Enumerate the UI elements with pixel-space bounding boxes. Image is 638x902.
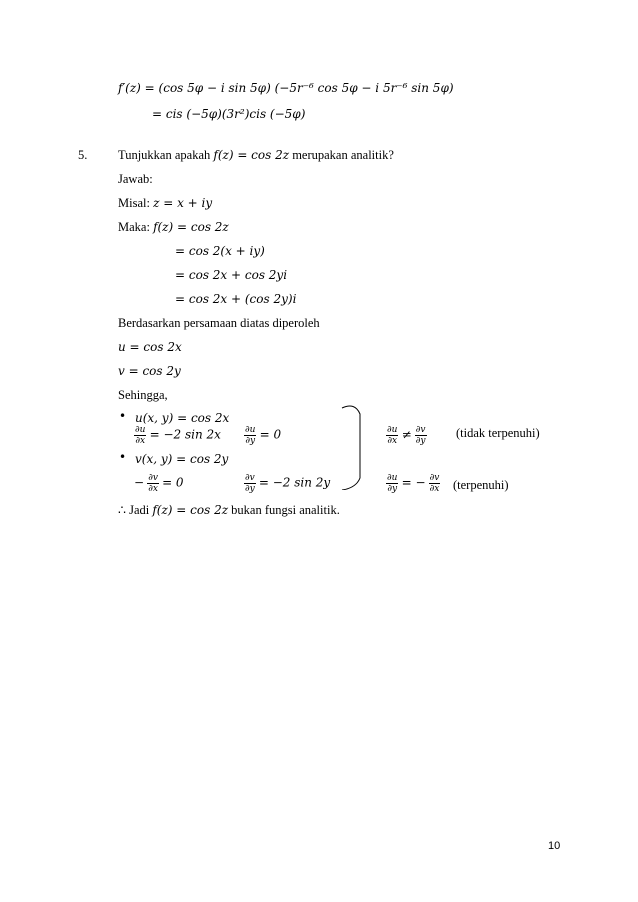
status-not-fulfilled: (tidak terpenuhi): [456, 426, 540, 440]
cauchy-riemann-2: $\frac{\partial u}{\partial y}$ = − $\frac{\partial v}{\partial x}$: [387, 473, 440, 494]
partial-u-y: $\frac{\partial u}{\partial y}$ = 0: [245, 425, 282, 446]
cauchy-riemann-1: $\frac{\partial u}{\partial x}$ ≠ $\frac{\partial v}{\partial y}$: [387, 425, 426, 446]
status-fulfilled: (terpenuhi): [453, 478, 509, 492]
maka-line: Maka: f(z) = cos 2z: [118, 220, 229, 234]
misal-line: Misal: z = x + iy: [118, 196, 213, 210]
derived-text: Berdasarkan persamaan diatas diperoleh: [118, 316, 320, 330]
derivative-line-2: = cis (−5φ)(3r²)cis (−5φ): [152, 107, 306, 121]
u-equation: u = cos 2x: [118, 340, 182, 354]
u-function: u(x, y) = cos 2x: [135, 411, 230, 425]
step-2: = cos 2x + cos 2yi: [175, 268, 288, 282]
v-function: v(x, y) = cos 2y: [135, 452, 229, 466]
derivative-line-1: f′(z) = (cos 5φ − i sin 5φ) (−5r⁻⁶ cos 5φ − i 5r⁻⁶ sin 5φ): [118, 81, 454, 95]
v-equation: v = cos 2y: [118, 364, 181, 378]
partial-v-y: $\frac{\partial v}{\partial y}$ = −2 sin 2y: [245, 473, 331, 494]
bullet-icon: •: [119, 450, 127, 464]
answer-label: Jawab:: [118, 172, 153, 186]
step-3: = cos 2x + (cos 2y)i: [175, 292, 297, 306]
partial-u-x: $\frac{\partial u}{\partial x}$ = −2 sin 2x: [135, 425, 221, 446]
step-1: = cos 2(x + iy): [175, 244, 265, 258]
problem-number: 5.: [78, 148, 88, 162]
bullet-icon: •: [119, 409, 127, 423]
sehingga-label: Sehingga,: [118, 388, 168, 402]
problem-question: Tunjukkan apakah f(z) = cos 2z merupakan analitik?: [118, 148, 394, 162]
right-brace: [340, 400, 370, 490]
partial-v-x: − $\frac{\partial v}{\partial x}$ = 0: [134, 473, 184, 494]
conclusion: ∴ Jadi f(z) = cos 2z bukan fungsi analitik.: [118, 503, 340, 517]
page-number: 10: [548, 840, 561, 852]
